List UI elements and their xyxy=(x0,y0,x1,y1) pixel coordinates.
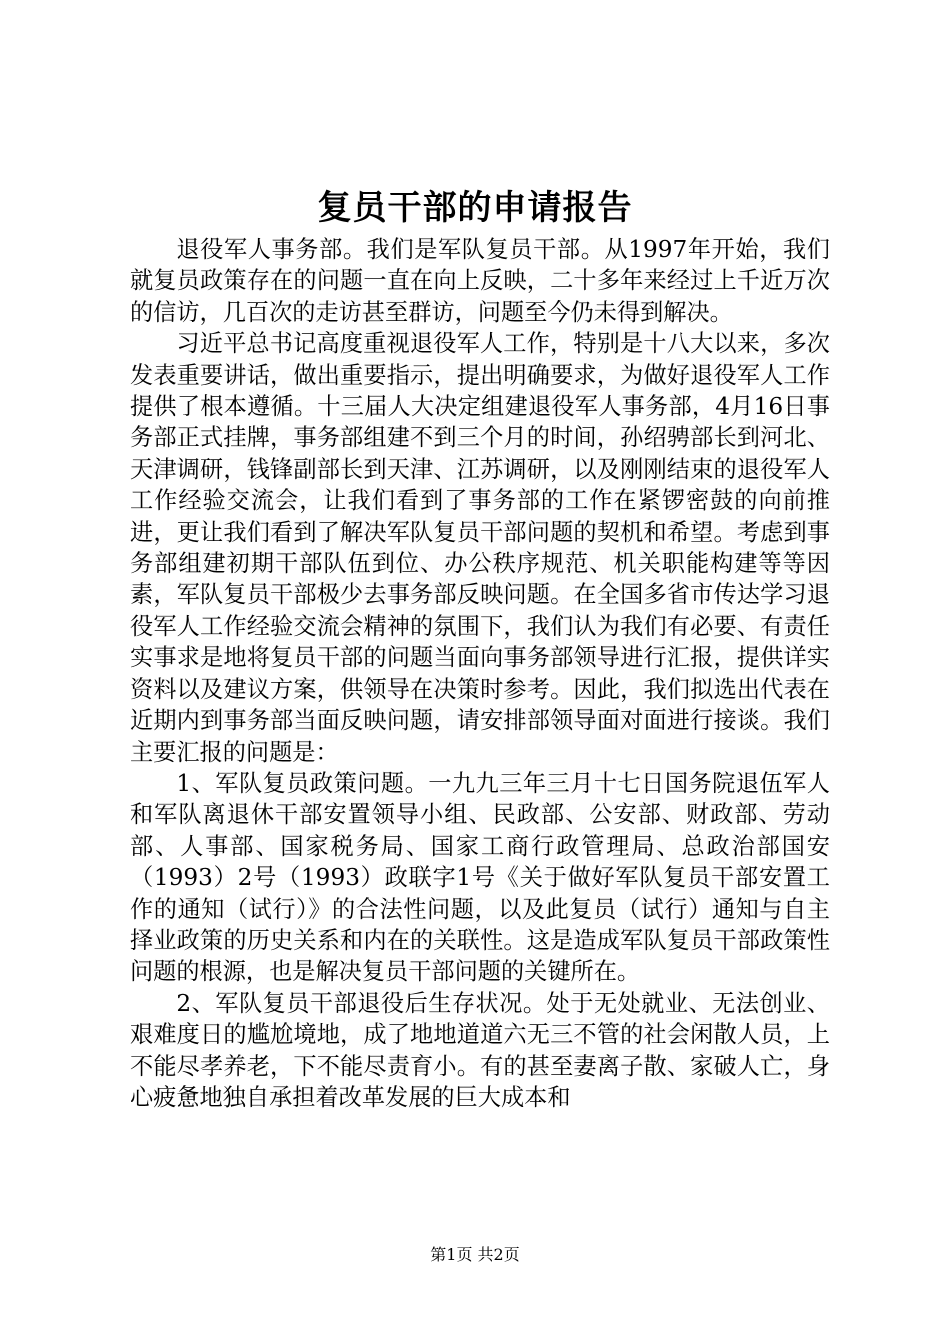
paragraph-intro: 退役军人事务部。我们是军队复员干部。从1997年开始，我们就复员政策存在的问题一直在向上反映，二十多年来经过上千近万次的信访，几百次的走访甚至群访，问题至今仍未得到解决。 xyxy=(130,236,830,326)
paragraph-background: 习近平总书记高度重视退役军人工作，特别是十八大以来，多次发表重要讲话，做出重要指示，提出明确要求，为做好退役军人工作提供了根本遵循。十三届人大决定组建退役军人事务部，4月16日事务部正式挂牌，事务部组建不到三个月的时间，孙绍骋部长到河北、天津调研，钱锋副部长到天津、江苏调研，以及刚刚结束的退役军人工作经验交流会，让我们看到了事务部的工作在紧锣密鼓的向前推进，更让我们看到了解决军队复员干部问题的契机和希望。考虑到事务部组建初期干部队伍到位、办公秩序规范、机关职能构建等等因素，军队复员干部极少去事务部反映问题。在全国多省市传达学习退役军人工作经验交流会精神的氛围下，我们认为我们有必要、有责任实事求是地将复员干部的问题当面向事务部领导进行汇报，提供详实资料以及建议方案，供领导在决策时参考。因此，我们拟选出代表在近期内到事务部当面反映问题，请安排部领导面对面进行接谈。我们主要汇报的问题是： xyxy=(130,330,830,766)
document-title: 复员干部的申请报告 xyxy=(317,188,633,228)
paragraph-issue-1: 1、军队复员政策问题。一九九三年三月十七日国务院退伍军人和军队离退休干部安置领导小组、民政部、公安部、财政部、劳动部、人事部、国家税务局、国家工商行政管理局、总政治部国安（1993）2号（1993）政联字1号《关于做好军队复员干部安置工作的通知（试行）》的合法性问题，以及此复员（试行）通知与自主择业政策的历史关系和内在的关联性。这是造成军队复员干部政策性问题的根源，也是解决复员干部问题的关键所在。 xyxy=(130,769,830,986)
paragraph-issue-2: 2、军队复员干部退役后生存状况。处于无处就业、无法创业、艰难度日的尴尬境地，成了地地道道六无三不管的社会闲散人员，上不能尽孝养老，下不能尽责育小。有的甚至妻离子散、家破人亡，身心疲惫地独自承担着改革发展的巨大成本和 xyxy=(130,989,830,1111)
page-footer: 第1页 共2页 xyxy=(430,1245,520,1264)
document-body xyxy=(130,234,830,1113)
